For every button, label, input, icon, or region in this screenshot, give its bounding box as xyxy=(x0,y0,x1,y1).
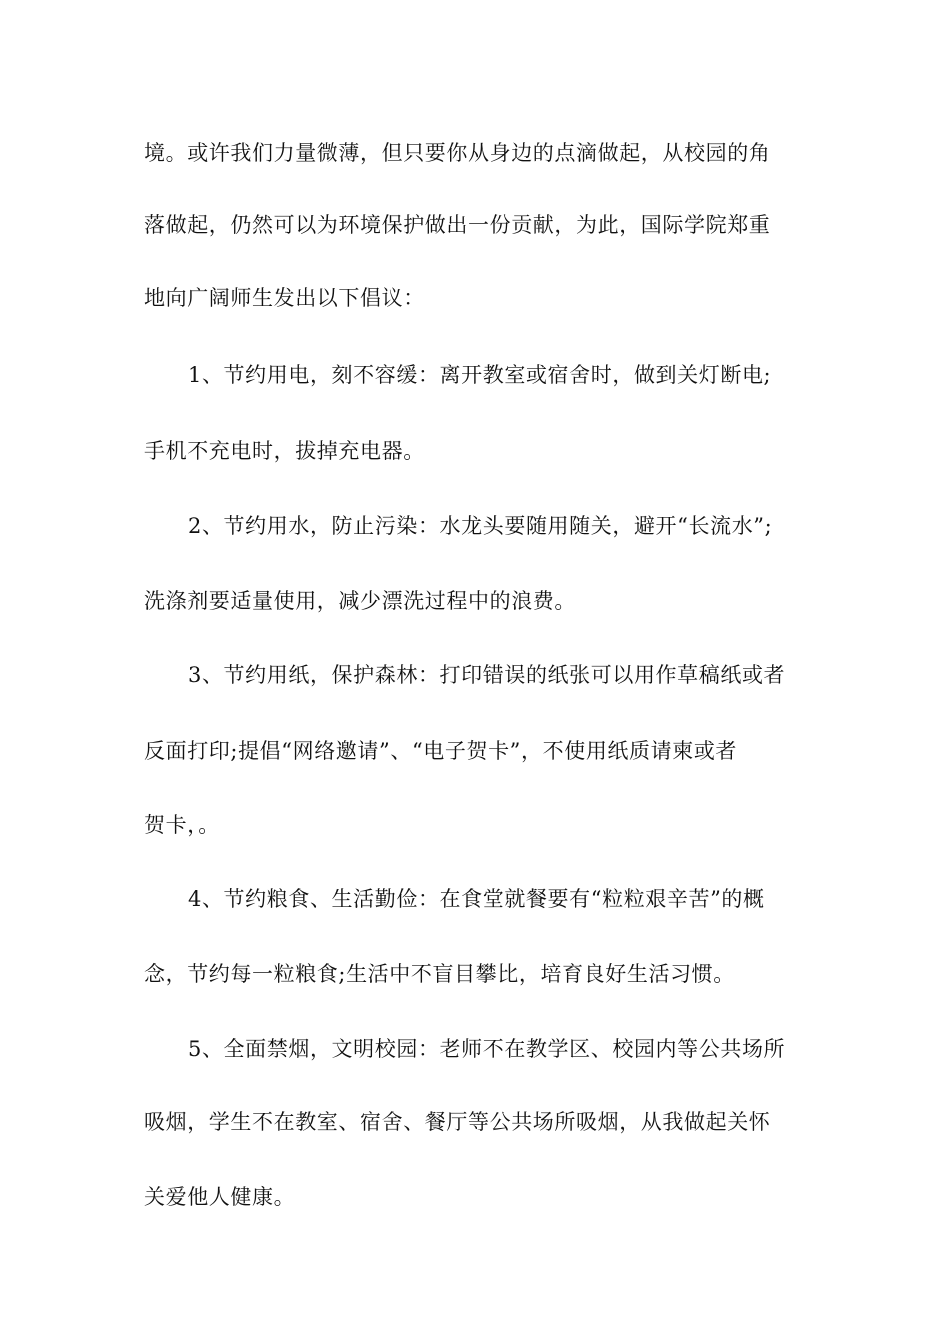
text-line: 洗涤剂要适量使用，减少漂洗过程中的浪费。 xyxy=(144,589,576,613)
text-line: 贺卡，。 xyxy=(144,813,220,837)
text-line: 落做起，仍然可以为环境保护做出一份贡献，为此，国际学院郑重 xyxy=(144,213,771,237)
list-item-3-line: 3、节约用纸，保护森林：打印错误的纸张可以用作草稿纸或者 xyxy=(188,663,786,687)
text-line: 反面打印;提倡“网络邀请”、“电子贺卡”，不使用纸质请柬或者 xyxy=(144,739,738,763)
list-item-5-line: 5、全面禁烟，文明校园：老师不在教学区、校园内等公共场所 xyxy=(188,1037,786,1061)
text-line: 关爱他人健康。 xyxy=(144,1185,296,1209)
list-item-1-line: 1、节约用电，刻不容缓：离开教室或宿舍时，做到关灯断电; xyxy=(188,363,772,387)
text-line: 地向广阔师生发出以下倡议： xyxy=(144,286,425,310)
text-line: 境。或许我们力量微薄，但只要你从身边的点滴做起，从校园的角 xyxy=(144,141,771,165)
text-line: 吸烟，学生不在教室、宿舍、餐厅等公共场所吸烟，从我做起关怀 xyxy=(144,1110,771,1134)
list-item-4-line: 4、节约粮食、生活勤俭：在食堂就餐要有“粒粒艰辛苦”的概 xyxy=(188,887,765,911)
list-item-2-line: 2、节约用水，防止污染：水龙头要随用随关，避开“长流水”; xyxy=(188,514,773,538)
text-line: 手机不充电时，拔掉充电器。 xyxy=(144,439,425,463)
text-line: 念，节约每一粒粮食;生活中不盲目攀比，培育良好生活习惯。 xyxy=(144,962,735,986)
